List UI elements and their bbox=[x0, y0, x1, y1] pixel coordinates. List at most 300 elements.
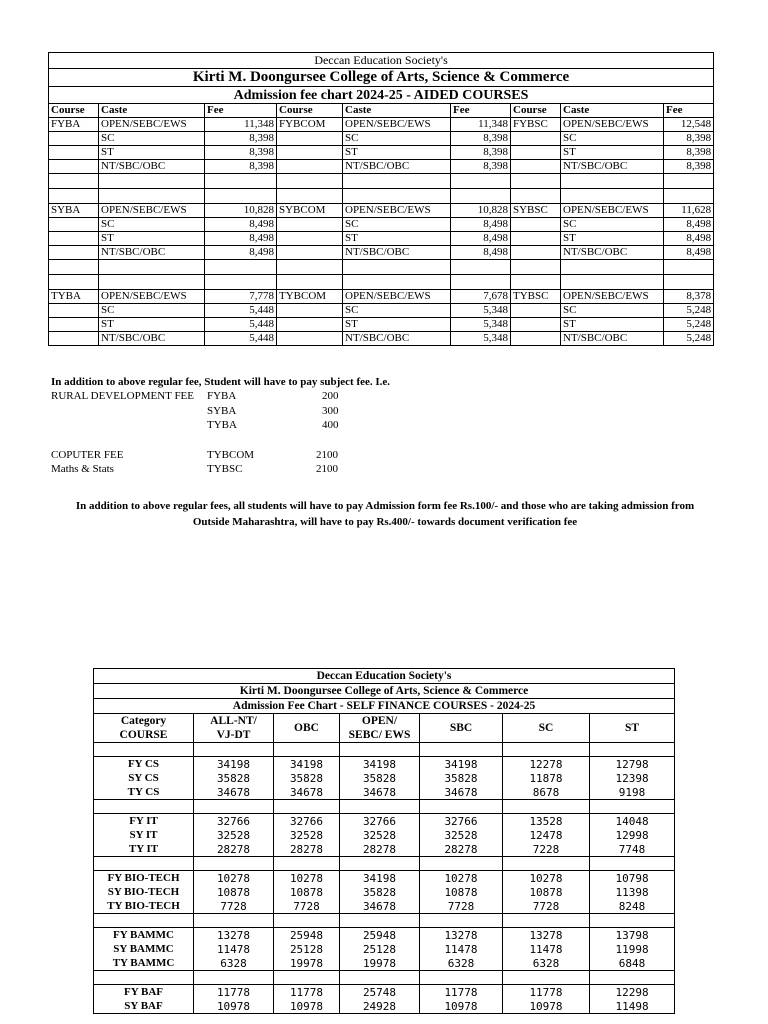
caste-cell: OPEN/SEBC/EWS bbox=[343, 204, 451, 218]
course-fee-row bbox=[94, 871, 675, 886]
fee-value: 25948 bbox=[340, 928, 420, 943]
course-cell bbox=[511, 304, 561, 318]
empty-cell bbox=[420, 914, 503, 928]
empty-cell bbox=[664, 189, 714, 204]
empty-cell bbox=[274, 857, 340, 871]
empty-cell bbox=[590, 743, 675, 757]
fee-row bbox=[49, 332, 714, 346]
empty-cell bbox=[340, 914, 420, 928]
fee-value: 34198 bbox=[420, 757, 503, 772]
spacer-row bbox=[94, 743, 675, 757]
fee-cell: 5,348 bbox=[451, 304, 511, 318]
caste-cell: ST bbox=[343, 318, 451, 332]
empty-cell bbox=[99, 275, 205, 290]
fee-value: 28278 bbox=[420, 842, 503, 857]
fee-value: 35828 bbox=[420, 771, 503, 785]
course-cell bbox=[49, 304, 99, 318]
rural-course: TYBA bbox=[207, 419, 237, 431]
empty-cell bbox=[420, 857, 503, 871]
computer-fee-sub-label: Maths & Stats bbox=[51, 463, 114, 475]
empty-cell bbox=[664, 275, 714, 290]
fee-cell: 8,498 bbox=[664, 232, 714, 246]
caste-cell: ST bbox=[343, 146, 451, 160]
rural-fee: 300 bbox=[322, 405, 339, 417]
fee-value: 28278 bbox=[340, 842, 420, 857]
fee-value: 10978 bbox=[420, 999, 503, 1014]
fee-value: 7728 bbox=[274, 899, 340, 914]
course-name: SY BIO-TECH bbox=[94, 885, 194, 899]
fee-value: 10278 bbox=[503, 871, 590, 886]
caste-cell: NT/SBC/OBC bbox=[561, 160, 664, 174]
empty-cell bbox=[94, 800, 194, 814]
fee-value: 7228 bbox=[503, 842, 590, 857]
caste-cell: OPEN/SEBC/EWS bbox=[343, 290, 451, 304]
society-name: Deccan Education Society's bbox=[49, 53, 714, 69]
fee-cell: 5,248 bbox=[664, 318, 714, 332]
column-header: COURSE bbox=[94, 728, 194, 743]
fee-value: 34678 bbox=[274, 785, 340, 800]
fee-value: 11878 bbox=[503, 771, 590, 785]
course-fee-row bbox=[94, 999, 675, 1014]
fee-cell: 8,498 bbox=[451, 246, 511, 260]
fee-row bbox=[49, 246, 714, 260]
fee-cell: 12,548 bbox=[664, 118, 714, 132]
course-cell bbox=[49, 232, 99, 246]
fee-value: 32766 bbox=[274, 814, 340, 829]
fee-value: 10278 bbox=[274, 871, 340, 886]
empty-cell bbox=[340, 743, 420, 757]
caste-cell: OPEN/SEBC/EWS bbox=[561, 204, 664, 218]
college-name: Kirti M. Doongursee College of Arts, Science & Commerce bbox=[49, 69, 714, 87]
column-header: Fee bbox=[205, 104, 277, 118]
empty-cell bbox=[277, 275, 343, 290]
fee-value: 9198 bbox=[590, 785, 675, 800]
course-cell: TYBCOM bbox=[277, 290, 343, 304]
course-cell bbox=[511, 160, 561, 174]
course-name: TY CS bbox=[94, 785, 194, 800]
fee-cell: 5,348 bbox=[451, 318, 511, 332]
blank-row bbox=[49, 189, 714, 204]
fee-cell: 5,448 bbox=[205, 318, 277, 332]
fee-row bbox=[49, 232, 714, 246]
sf-college-name: Kirti M. Doongursee College of Arts, Science & Commerce bbox=[94, 684, 675, 699]
fee-value: 34678 bbox=[340, 785, 420, 800]
course-cell bbox=[277, 246, 343, 260]
empty-cell bbox=[340, 857, 420, 871]
fee-value: 6848 bbox=[590, 956, 675, 971]
course-cell bbox=[511, 232, 561, 246]
self-finance-fee-table bbox=[93, 668, 675, 1014]
course-cell bbox=[511, 218, 561, 232]
fee-value: 25128 bbox=[274, 942, 340, 956]
fee-value: 32766 bbox=[340, 814, 420, 829]
empty-cell bbox=[664, 260, 714, 275]
fee-value: 10878 bbox=[420, 885, 503, 899]
fee-value: 7728 bbox=[194, 899, 274, 914]
empty-cell bbox=[94, 914, 194, 928]
fee-value: 10878 bbox=[194, 885, 274, 899]
sf-header-row bbox=[94, 714, 675, 729]
caste-cell: OPEN/SEBC/EWS bbox=[343, 118, 451, 132]
blank-row bbox=[49, 260, 714, 275]
empty-cell bbox=[274, 914, 340, 928]
fee-value: 8248 bbox=[590, 899, 675, 914]
spacer-row bbox=[94, 800, 675, 814]
empty-cell bbox=[420, 971, 503, 985]
fee-value: 35828 bbox=[194, 771, 274, 785]
fee-cell: 8,398 bbox=[664, 146, 714, 160]
fee-row bbox=[49, 118, 714, 132]
fee-value: 32528 bbox=[340, 828, 420, 842]
fee-cell: 11,628 bbox=[664, 204, 714, 218]
empty-cell bbox=[511, 174, 561, 189]
fee-value: 13278 bbox=[420, 928, 503, 943]
column-header: ALL-NT/ bbox=[194, 714, 274, 729]
column-header: Category bbox=[94, 714, 194, 729]
fee-value: 32528 bbox=[274, 828, 340, 842]
fee-value: 11478 bbox=[194, 942, 274, 956]
empty-cell bbox=[503, 971, 590, 985]
empty-cell bbox=[49, 174, 99, 189]
empty-cell bbox=[205, 174, 277, 189]
fee-row bbox=[49, 218, 714, 232]
course-name: TY IT bbox=[94, 842, 194, 857]
course-cell bbox=[277, 332, 343, 346]
column-header: Fee bbox=[451, 104, 511, 118]
course-fee-row bbox=[94, 956, 675, 971]
empty-cell bbox=[99, 174, 205, 189]
computer-course: TYBCOM bbox=[207, 449, 255, 461]
course-cell: FYBSC bbox=[511, 118, 561, 132]
fee-value: 19978 bbox=[340, 956, 420, 971]
course-cell bbox=[277, 132, 343, 146]
fee-cell: 8,498 bbox=[664, 218, 714, 232]
fee-value: 10978 bbox=[503, 999, 590, 1014]
caste-cell: OPEN/SEBC/EWS bbox=[561, 118, 664, 132]
fee-cell: 10,828 bbox=[205, 204, 277, 218]
caste-cell: SC bbox=[561, 132, 664, 146]
computer-fee: 2100 bbox=[316, 463, 338, 475]
fee-cell: 8,498 bbox=[451, 218, 511, 232]
course-name: TY BIO-TECH bbox=[94, 899, 194, 914]
course-cell bbox=[277, 304, 343, 318]
fee-value: 10278 bbox=[420, 871, 503, 886]
fee-cell: 8,398 bbox=[451, 146, 511, 160]
course-cell: FYBCOM bbox=[277, 118, 343, 132]
empty-cell bbox=[194, 971, 274, 985]
fee-value: 28278 bbox=[274, 842, 340, 857]
course-fee-row bbox=[94, 814, 675, 829]
fee-value: 6328 bbox=[503, 956, 590, 971]
caste-cell: NT/SBC/OBC bbox=[561, 246, 664, 260]
fee-value: 10798 bbox=[590, 871, 675, 886]
column-header: SBC bbox=[420, 714, 503, 743]
fee-row bbox=[49, 160, 714, 174]
fee-value: 35828 bbox=[340, 771, 420, 785]
empty-cell bbox=[274, 800, 340, 814]
course-cell: FYBA bbox=[49, 118, 99, 132]
fee-cell: 5,248 bbox=[664, 304, 714, 318]
fee-value: 11778 bbox=[274, 985, 340, 1000]
fee-cell: 5,448 bbox=[205, 332, 277, 346]
empty-cell bbox=[205, 275, 277, 290]
rural-development-label: RURAL DEVELOPMENT FEE bbox=[51, 390, 194, 402]
caste-cell: NT/SBC/OBC bbox=[343, 332, 451, 346]
fee-value: 11398 bbox=[590, 885, 675, 899]
computer-fee-label: COPUTER FEE bbox=[51, 449, 124, 461]
fee-cell: 8,498 bbox=[205, 218, 277, 232]
course-cell bbox=[511, 146, 561, 160]
caste-cell: ST bbox=[561, 318, 664, 332]
notice-line-1: In addition to above regular fees, all students will have to pay Admission form fee Rs.100/- and those who are taking admission from bbox=[75, 500, 695, 512]
course-cell bbox=[277, 146, 343, 160]
course-name: FY BIO-TECH bbox=[94, 871, 194, 886]
course-fee-row bbox=[94, 985, 675, 1000]
fee-value: 12278 bbox=[503, 757, 590, 772]
empty-cell bbox=[343, 275, 451, 290]
empty-cell bbox=[94, 857, 194, 871]
fee-value: 10878 bbox=[503, 885, 590, 899]
fee-cell: 8,398 bbox=[451, 132, 511, 146]
course-cell bbox=[511, 246, 561, 260]
caste-cell: OPEN/SEBC/EWS bbox=[99, 290, 205, 304]
notice-line-2: Outside Maharashtra, will have to pay Rs.400/- towards document verification fee bbox=[192, 516, 578, 528]
course-fee-row bbox=[94, 771, 675, 785]
fee-value: 7728 bbox=[503, 899, 590, 914]
fee-cell: 8,498 bbox=[205, 246, 277, 260]
spacer-row bbox=[94, 914, 675, 928]
rural-fee: 400 bbox=[322, 419, 339, 431]
fee-row bbox=[49, 318, 714, 332]
fee-row bbox=[49, 132, 714, 146]
course-cell: SYBSC bbox=[511, 204, 561, 218]
spacer-row bbox=[94, 857, 675, 871]
course-cell: SYBCOM bbox=[277, 204, 343, 218]
caste-cell: SC bbox=[561, 304, 664, 318]
fee-cell: 8,498 bbox=[205, 232, 277, 246]
course-cell bbox=[511, 332, 561, 346]
course-cell bbox=[49, 318, 99, 332]
empty-cell bbox=[274, 971, 340, 985]
fee-value: 11778 bbox=[194, 985, 274, 1000]
caste-cell: ST bbox=[561, 146, 664, 160]
empty-cell bbox=[664, 174, 714, 189]
fee-value: 14048 bbox=[590, 814, 675, 829]
fee-value: 11778 bbox=[503, 985, 590, 1000]
column-header: Caste bbox=[99, 104, 205, 118]
fee-cell: 5,248 bbox=[664, 332, 714, 346]
empty-cell bbox=[503, 743, 590, 757]
column-header: OBC bbox=[274, 714, 340, 743]
course-cell: TYBA bbox=[49, 290, 99, 304]
course-fee-row bbox=[94, 899, 675, 914]
caste-cell: OPEN/SEBC/EWS bbox=[99, 204, 205, 218]
course-cell bbox=[277, 232, 343, 246]
fee-value: 34678 bbox=[340, 899, 420, 914]
course-cell: SYBA bbox=[49, 204, 99, 218]
empty-cell bbox=[277, 260, 343, 275]
fee-value: 11478 bbox=[503, 942, 590, 956]
caste-cell: SC bbox=[343, 132, 451, 146]
empty-cell bbox=[590, 800, 675, 814]
course-cell bbox=[277, 318, 343, 332]
caste-cell: OPEN/SEBC/EWS bbox=[99, 118, 205, 132]
caste-cell: NT/SBC/OBC bbox=[561, 332, 664, 346]
caste-cell: SC bbox=[99, 132, 205, 146]
fee-cell: 8,498 bbox=[451, 232, 511, 246]
empty-cell bbox=[343, 260, 451, 275]
course-cell bbox=[49, 246, 99, 260]
sf-society-name: Deccan Education Society's bbox=[94, 669, 675, 684]
course-cell bbox=[277, 218, 343, 232]
empty-cell bbox=[340, 800, 420, 814]
caste-cell: ST bbox=[99, 146, 205, 160]
empty-cell bbox=[451, 260, 511, 275]
fee-value: 6328 bbox=[420, 956, 503, 971]
fee-cell: 8,398 bbox=[664, 132, 714, 146]
fee-cell: 8,398 bbox=[451, 160, 511, 174]
empty-cell bbox=[49, 275, 99, 290]
column-header: VJ-DT bbox=[194, 728, 274, 743]
caste-cell: NT/SBC/OBC bbox=[343, 160, 451, 174]
empty-cell bbox=[451, 275, 511, 290]
empty-cell bbox=[503, 914, 590, 928]
fee-value: 32766 bbox=[194, 814, 274, 829]
fee-cell: 8,398 bbox=[205, 160, 277, 174]
fee-cell: 5,448 bbox=[205, 304, 277, 318]
empty-cell bbox=[590, 914, 675, 928]
fee-row bbox=[49, 146, 714, 160]
empty-cell bbox=[561, 260, 664, 275]
course-cell bbox=[49, 146, 99, 160]
empty-cell bbox=[451, 174, 511, 189]
sf-chart-title: Admission Fee Chart - SELF FINANCE COURSES - 2024-25 bbox=[94, 699, 675, 714]
empty-cell bbox=[451, 189, 511, 204]
column-header: SC bbox=[503, 714, 590, 743]
fee-value: 19978 bbox=[274, 956, 340, 971]
caste-cell: SC bbox=[343, 304, 451, 318]
course-fee-row bbox=[94, 928, 675, 943]
empty-cell bbox=[205, 189, 277, 204]
caste-cell: NT/SBC/OBC bbox=[343, 246, 451, 260]
fee-cell: 7,778 bbox=[205, 290, 277, 304]
caste-cell: ST bbox=[99, 232, 205, 246]
blank-row bbox=[49, 174, 714, 189]
empty-cell bbox=[511, 260, 561, 275]
empty-cell bbox=[420, 743, 503, 757]
fee-cell: 8,398 bbox=[664, 160, 714, 174]
caste-cell: ST bbox=[561, 232, 664, 246]
fee-cell: 8,398 bbox=[205, 146, 277, 160]
fee-value: 12798 bbox=[590, 757, 675, 772]
fee-value: 12298 bbox=[590, 985, 675, 1000]
empty-cell bbox=[94, 971, 194, 985]
fee-value: 12478 bbox=[503, 828, 590, 842]
fee-cell: 8,398 bbox=[205, 132, 277, 146]
course-name: SY CS bbox=[94, 771, 194, 785]
spacer-row bbox=[94, 971, 675, 985]
course-name: FY IT bbox=[94, 814, 194, 829]
fee-value: 34678 bbox=[420, 785, 503, 800]
fee-cell: 11,348 bbox=[451, 118, 511, 132]
empty-cell bbox=[343, 174, 451, 189]
course-name: SY BAMMC bbox=[94, 942, 194, 956]
empty-cell bbox=[503, 800, 590, 814]
fee-value: 35828 bbox=[274, 771, 340, 785]
fee-value: 11778 bbox=[420, 985, 503, 1000]
course-fee-row bbox=[94, 828, 675, 842]
fee-row bbox=[49, 290, 714, 304]
course-name: TY BAMMC bbox=[94, 956, 194, 971]
caste-cell: OPEN/SEBC/EWS bbox=[561, 290, 664, 304]
course-name: SY IT bbox=[94, 828, 194, 842]
fee-value: 35828 bbox=[340, 885, 420, 899]
fee-value: 12998 bbox=[590, 828, 675, 842]
fee-cell: 8,498 bbox=[664, 246, 714, 260]
fee-value: 13278 bbox=[194, 928, 274, 943]
empty-cell bbox=[194, 914, 274, 928]
fee-value: 32528 bbox=[420, 828, 503, 842]
course-fee-row bbox=[94, 785, 675, 800]
empty-cell bbox=[420, 800, 503, 814]
column-header: SEBC/ EWS bbox=[340, 728, 420, 743]
fee-value: 10278 bbox=[194, 871, 274, 886]
column-header: Course bbox=[511, 104, 561, 118]
course-name: SY BAF bbox=[94, 999, 194, 1014]
fee-row bbox=[49, 304, 714, 318]
empty-cell bbox=[49, 260, 99, 275]
empty-cell bbox=[561, 174, 664, 189]
fee-value: 13278 bbox=[503, 928, 590, 943]
aided-header-row bbox=[49, 104, 714, 118]
blank-row bbox=[49, 275, 714, 290]
fee-value: 34678 bbox=[194, 785, 274, 800]
empty-cell bbox=[205, 260, 277, 275]
empty-cell bbox=[511, 189, 561, 204]
empty-cell bbox=[277, 174, 343, 189]
fee-value: 13798 bbox=[590, 928, 675, 943]
caste-cell: SC bbox=[561, 218, 664, 232]
subject-fee-intro: In addition to above regular fee, Student will have to pay subject fee. I.e. bbox=[51, 376, 391, 388]
empty-cell bbox=[94, 743, 194, 757]
course-fee-row bbox=[94, 757, 675, 772]
fee-value: 25128 bbox=[340, 942, 420, 956]
course-fee-row bbox=[94, 842, 675, 857]
course-fee-row bbox=[94, 942, 675, 956]
empty-cell bbox=[561, 189, 664, 204]
fee-value: 10978 bbox=[194, 999, 274, 1014]
fee-cell: 5,348 bbox=[451, 332, 511, 346]
empty-cell bbox=[340, 971, 420, 985]
empty-cell bbox=[590, 857, 675, 871]
fee-value: 10978 bbox=[274, 999, 340, 1014]
fee-value: 32528 bbox=[194, 828, 274, 842]
rural-course: FYBA bbox=[207, 390, 237, 402]
column-header: Caste bbox=[343, 104, 451, 118]
empty-cell bbox=[49, 189, 99, 204]
fee-value: 34198 bbox=[194, 757, 274, 772]
course-cell bbox=[49, 132, 99, 146]
fee-value: 25748 bbox=[340, 985, 420, 1000]
fee-value: 8678 bbox=[503, 785, 590, 800]
caste-cell: ST bbox=[343, 232, 451, 246]
fee-cell: 7,678 bbox=[451, 290, 511, 304]
fee-value: 34198 bbox=[274, 757, 340, 772]
rural-fee: 200 bbox=[322, 390, 339, 402]
course-name: FY BAMMC bbox=[94, 928, 194, 943]
course-name: FY CS bbox=[94, 757, 194, 772]
course-cell bbox=[49, 218, 99, 232]
